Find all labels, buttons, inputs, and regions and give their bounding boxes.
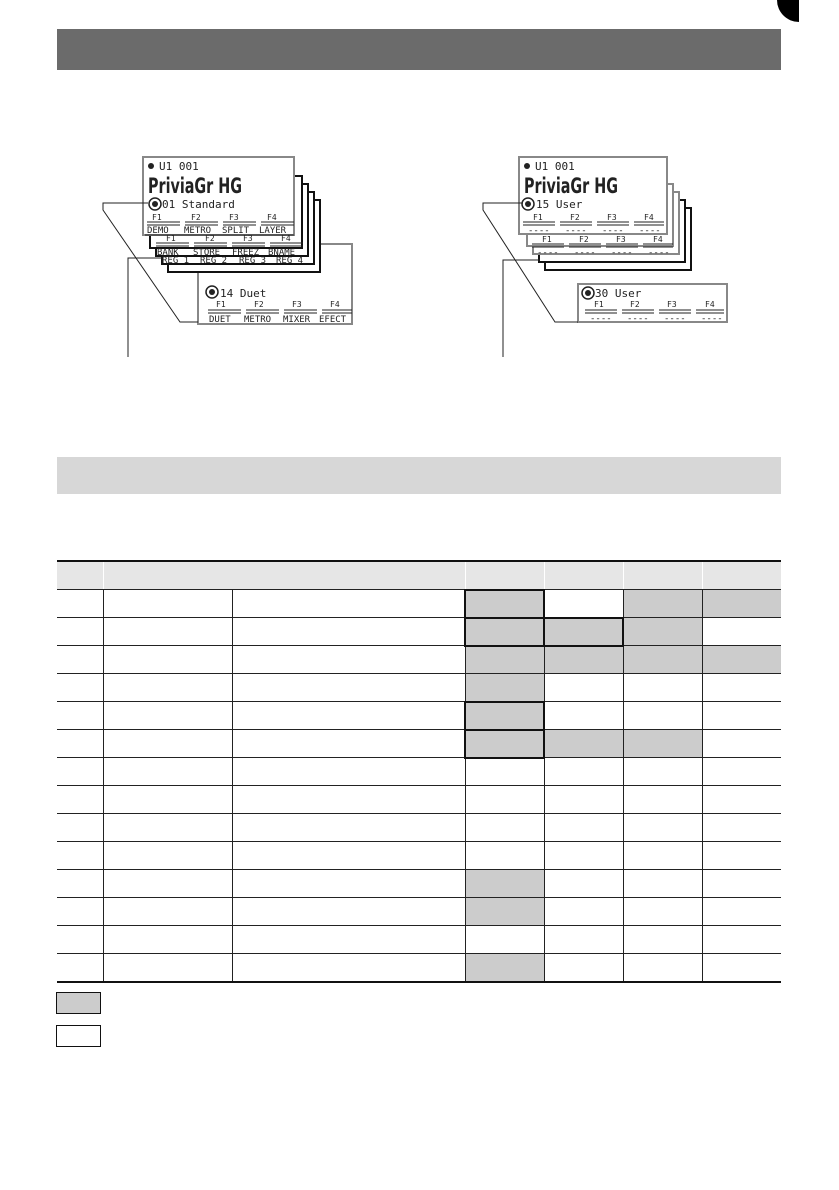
function-cell: [623, 870, 702, 898]
status-dot-icon: [148, 163, 154, 169]
fkey-label: F1: [594, 300, 604, 309]
left-title: PriviaGr HG: [148, 174, 242, 198]
function-label: REG 1: [162, 256, 190, 266]
function-cell: [544, 618, 623, 646]
table-cell: [103, 702, 232, 730]
table-cell: [57, 674, 103, 702]
right-display-group: [483, 157, 727, 357]
function-label: DUET: [209, 315, 231, 325]
legend-shaded-swatch: [56, 992, 101, 1014]
function-cell: [623, 730, 702, 758]
function-cell: [544, 590, 623, 618]
header-cell: [57, 561, 103, 590]
table-cell: [232, 646, 465, 674]
table-cell: [103, 730, 232, 758]
right-title: PriviaGr HG: [524, 174, 618, 198]
table-cell: [232, 954, 465, 983]
function-label: REG 2: [200, 256, 228, 266]
function-cell: [623, 646, 702, 674]
table-cell: [57, 646, 103, 674]
function-label: LAYER: [259, 226, 287, 236]
function-cell: [702, 870, 781, 898]
fkey-label: F2: [191, 213, 201, 222]
header-cell: [103, 561, 465, 590]
fkey-label: F3: [667, 300, 677, 309]
crop-mark: [777, 0, 799, 22]
fkey-label: F4: [653, 235, 663, 244]
table-cell: [57, 618, 103, 646]
function-cell: [623, 814, 702, 842]
function-cell: [544, 646, 623, 674]
fkey-label: F3: [229, 213, 239, 222]
function-label: ----: [537, 248, 559, 258]
table-cell: [232, 730, 465, 758]
function-cell: [702, 814, 781, 842]
fkey-label: F3: [243, 234, 253, 243]
function-label: REG 4: [276, 256, 304, 266]
function-cell: [623, 926, 702, 954]
table-cell: [103, 758, 232, 786]
fkey-label: F3: [616, 235, 626, 244]
table-row: [57, 590, 781, 618]
function-cell: [623, 898, 702, 926]
function-cell: [544, 786, 623, 814]
table-row: [57, 898, 781, 926]
fkey-label: F1: [166, 234, 176, 243]
right-indicator: U1 001: [535, 160, 575, 173]
function-cell: [623, 842, 702, 870]
function-cell: [702, 702, 781, 730]
table-row: [57, 730, 781, 758]
function-label: ----: [602, 226, 624, 236]
table-cell: [232, 786, 465, 814]
left-sound: 01 Standard: [162, 198, 235, 211]
table-cell: [103, 898, 232, 926]
function-cell: [465, 702, 544, 730]
fkey-label: F1: [216, 300, 226, 309]
table-cell: [103, 590, 232, 618]
function-cell: [544, 730, 623, 758]
table-cell: [232, 898, 465, 926]
table-cell: [103, 954, 232, 983]
fkey-label: F4: [705, 300, 715, 309]
table-cell: [57, 814, 103, 842]
table-cell: [103, 618, 232, 646]
function-label: ----: [565, 226, 587, 236]
table-cell: [57, 926, 103, 954]
assignment-table: [57, 560, 781, 983]
function-cell: [465, 842, 544, 870]
table-cell: [57, 702, 103, 730]
table-cell: [57, 590, 103, 618]
function-cell: [702, 618, 781, 646]
table-row: [57, 870, 781, 898]
function-cell: [465, 926, 544, 954]
function-cell: [702, 646, 781, 674]
header-cell: [702, 561, 781, 590]
table-cell: [232, 758, 465, 786]
function-label: SPLIT: [222, 226, 250, 236]
function-cell: [465, 730, 544, 758]
right-back-sound: 30 User: [595, 287, 642, 300]
function-label: ----: [664, 314, 686, 324]
function-cell: [544, 954, 623, 983]
function-cell: [544, 674, 623, 702]
left-display-group: [103, 157, 352, 357]
table-cell: [103, 814, 232, 842]
function-label: STORE: [193, 248, 221, 258]
table-row: [57, 758, 781, 786]
function-cell: [544, 926, 623, 954]
table-cell: [57, 786, 103, 814]
fkey-label: F2: [254, 300, 264, 309]
table-row: [57, 646, 781, 674]
function-cell: [465, 954, 544, 983]
function-label: BNAME: [268, 248, 296, 258]
table-row: [57, 702, 781, 730]
function-label: DEMO: [147, 226, 169, 236]
function-cell: [465, 898, 544, 926]
status-dot-icon: [524, 163, 530, 169]
function-label: ----: [701, 314, 723, 324]
function-cell: [623, 590, 702, 618]
function-label: ----: [528, 226, 550, 236]
function-cell: [544, 814, 623, 842]
function-cell: [544, 758, 623, 786]
function-label: ----: [590, 314, 612, 324]
function-cell: [623, 618, 702, 646]
function-cell: [623, 786, 702, 814]
function-cell: [702, 954, 781, 983]
legend-plain-swatch: [56, 1025, 101, 1047]
table-row: [57, 618, 781, 646]
table-cell: [103, 674, 232, 702]
function-label: ----: [627, 314, 649, 324]
function-cell: [702, 898, 781, 926]
table-cell: [232, 870, 465, 898]
fkey-label: F4: [330, 300, 340, 309]
function-label: FREEZ: [232, 248, 260, 258]
function-cell: [465, 758, 544, 786]
fkey-label: F3: [607, 213, 617, 222]
table-cell: [232, 814, 465, 842]
table-cell: [57, 898, 103, 926]
fkey-label: F3: [292, 300, 302, 309]
function-cell: [702, 926, 781, 954]
header-cell: [544, 561, 623, 590]
section-header-bar: [57, 29, 781, 70]
table-cell: [103, 842, 232, 870]
left-back-sound: 14 Duet: [220, 287, 267, 300]
function-cell: [702, 786, 781, 814]
function-cell: [465, 814, 544, 842]
function-cell: [465, 646, 544, 674]
table-cell: [232, 926, 465, 954]
table-row: [57, 842, 781, 870]
function-cell: [544, 702, 623, 730]
function-cell: [702, 674, 781, 702]
table-cell: [57, 842, 103, 870]
fkey-label: F1: [533, 213, 543, 222]
fkey-label: F4: [281, 234, 291, 243]
table-row: [57, 786, 781, 814]
table-cell: [232, 702, 465, 730]
function-label: MIXER: [283, 315, 311, 325]
fkey-label: F4: [267, 213, 277, 222]
function-label: ----: [574, 248, 596, 258]
function-label: ----: [639, 226, 661, 236]
function-cell: [623, 758, 702, 786]
function-cell: [465, 786, 544, 814]
table-header-row: [57, 561, 781, 590]
function-label: BANK: [157, 248, 179, 258]
function-cell: [465, 618, 544, 646]
function-cell: [702, 590, 781, 618]
function-label: METRO: [184, 226, 212, 236]
table-row: [57, 814, 781, 842]
fkey-label: F2: [570, 213, 580, 222]
function-cell: [702, 842, 781, 870]
subsection-header-bar: [57, 457, 781, 494]
function-cell: [465, 870, 544, 898]
table-row: [57, 926, 781, 954]
table-cell: [232, 674, 465, 702]
function-label: REG 3: [239, 256, 267, 266]
fkey-label: F2: [579, 235, 589, 244]
table-cell: [232, 842, 465, 870]
table-cell: [103, 646, 232, 674]
fkey-label: F1: [152, 213, 162, 222]
left-indicator: U1 001: [159, 160, 199, 173]
table-cell: [57, 730, 103, 758]
table-cell: [103, 786, 232, 814]
header-cell: [465, 561, 544, 590]
function-label: EFECT: [319, 315, 347, 325]
function-label: ----: [648, 248, 670, 258]
table-cell: [103, 926, 232, 954]
function-cell: [544, 898, 623, 926]
fkey-label: F1: [542, 235, 552, 244]
table-cell: [103, 870, 232, 898]
function-cell: [623, 674, 702, 702]
function-cell: [623, 702, 702, 730]
function-cell: [702, 758, 781, 786]
function-cell: [623, 954, 702, 983]
function-label: ----: [611, 248, 633, 258]
fkey-label: F2: [205, 234, 215, 243]
table-row: [57, 674, 781, 702]
function-cell: [465, 674, 544, 702]
function-cell: [465, 590, 544, 618]
fkey-label: F4: [644, 213, 654, 222]
table-row: [57, 954, 781, 983]
right-sound: 15 User: [536, 198, 583, 211]
fkey-label: F2: [630, 300, 640, 309]
table-cell: [57, 954, 103, 983]
header-cell: [623, 561, 702, 590]
table-cell: [57, 870, 103, 898]
table-cell: [57, 758, 103, 786]
lcd-display-diagram: [0, 140, 839, 370]
function-label: METRO: [244, 315, 272, 325]
function-cell: [702, 730, 781, 758]
table-cell: [232, 590, 465, 618]
table-cell: [232, 618, 465, 646]
function-cell: [544, 870, 623, 898]
function-cell: [544, 842, 623, 870]
